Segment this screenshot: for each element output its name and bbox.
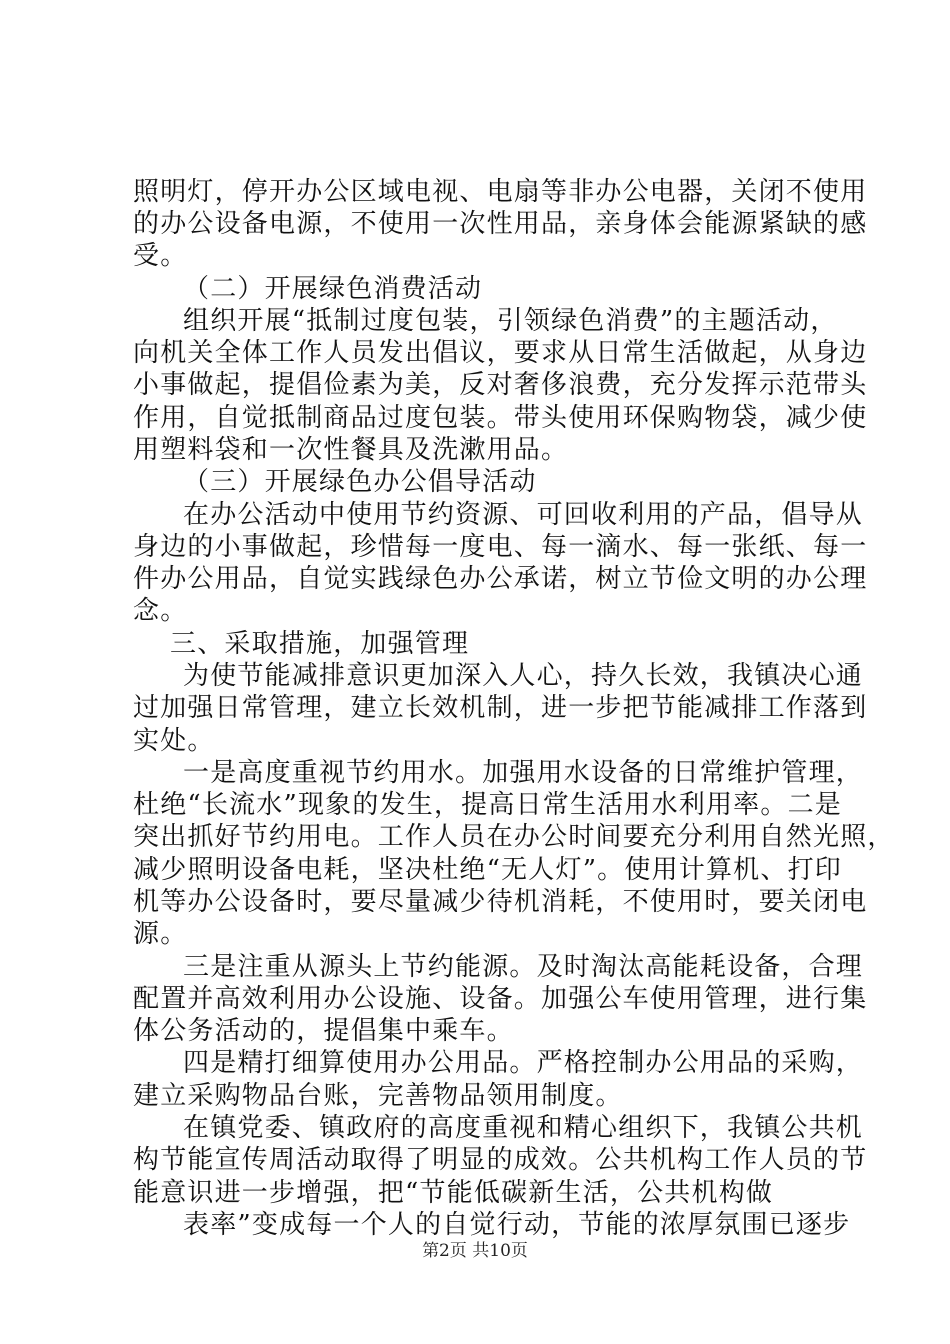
text-line: 过加强日常管理，建立长效机制，进一步把节能减排工作落到 (133, 693, 868, 723)
text-line: 三是注重从源头上节约能源。及时淘汰高能耗设备，合理 (183, 952, 864, 982)
text-line: 机等办公设备时，要尽量减少待机消耗，不使用时，要关闭电 (133, 887, 868, 917)
text-line: 杜绝“长流水”现象的发生，提高日常生活用水利用率。二是 (133, 790, 842, 820)
text-line: 构节能宣传周活动取得了明显的成效。公共机构工作人员的节 (133, 1145, 868, 1175)
text-line: 为使节能减排意识更加深入人心，持久长效，我镇决心通 (183, 661, 864, 691)
text-line: 受。 (133, 241, 188, 271)
text-line: 身边的小事做起，珍惜每一度电、每一滴水、每一张纸、每一 (133, 532, 868, 562)
text-line: 减少照明设备电耗，坚决杜绝“无人灯”。使用计算机、打印 (133, 855, 842, 885)
text-line: 件办公用品，自觉实践绿色办公承诺，树立节俭文明的办公理 (133, 564, 868, 594)
section-heading: 三、采取措施，加强管理 (170, 629, 470, 659)
section-heading: （三）开展绿色办公倡导活动 (183, 467, 537, 497)
text-line: 一是高度重视节约用水。加强用水设备的日常维护管理， (183, 758, 864, 788)
text-line: 四是精打细算使用办公用品。严格控制办公用品的采购， (183, 1048, 864, 1078)
text-line: 作用，自觉抵制商品过度包装。带头使用环保购物袋，减少使 (133, 403, 868, 433)
text-line: 体公务活动的，提倡集中乘车。 (133, 1016, 514, 1046)
text-line: 突出抓好节约用电。工作人员在办公时间要充分利用自然光照， (133, 822, 895, 852)
text-line: 建立采购物品台账，完善物品领用制度。 (133, 1081, 623, 1111)
text-line: 配置并高效利用办公设施、设备。加强公车使用管理，进行集 (133, 984, 868, 1014)
text-line: 能意识进一步增强，把“节能低碳新生活，公共机构做 (133, 1178, 774, 1208)
text-line: 表率”变成每一个人的自觉行动，节能的浓厚氛围已逐步 (183, 1210, 851, 1240)
text-line: 小事做起，提倡俭素为美，反对奢侈浪费，充分发挥示范带头 (133, 370, 868, 400)
text-line: 念。 (133, 596, 188, 626)
text-line: 在镇党委、镇政府的高度重视和精心组织下，我镇公共机 (183, 1113, 864, 1143)
text-line: 源。 (133, 919, 188, 949)
text-line: 在办公活动中使用节约资源、可回收利用的产品，倡导从 (183, 500, 864, 530)
page-number-footer: 第2页 共10页 (422, 1241, 528, 1261)
text-line: 实处。 (133, 726, 215, 756)
text-line: 的办公设备电源，不使用一次性用品，亲身体会能源紧缺的感 (133, 209, 868, 239)
text-line: 用塑料袋和一次性餐具及洗漱用品。 (133, 435, 569, 465)
section-heading: （二）开展绿色消费活动 (183, 274, 483, 304)
text-line: 向机关全体工作人员发出倡议，要求从日常生活做起，从身边 (133, 338, 868, 368)
text-line: 组织开展“抵制过度包装，引领绿色消费”的主题活动， (183, 306, 838, 336)
text-line: 照明灯，停开办公区域电视、电扇等非办公电器，关闭不使用 (133, 177, 868, 207)
